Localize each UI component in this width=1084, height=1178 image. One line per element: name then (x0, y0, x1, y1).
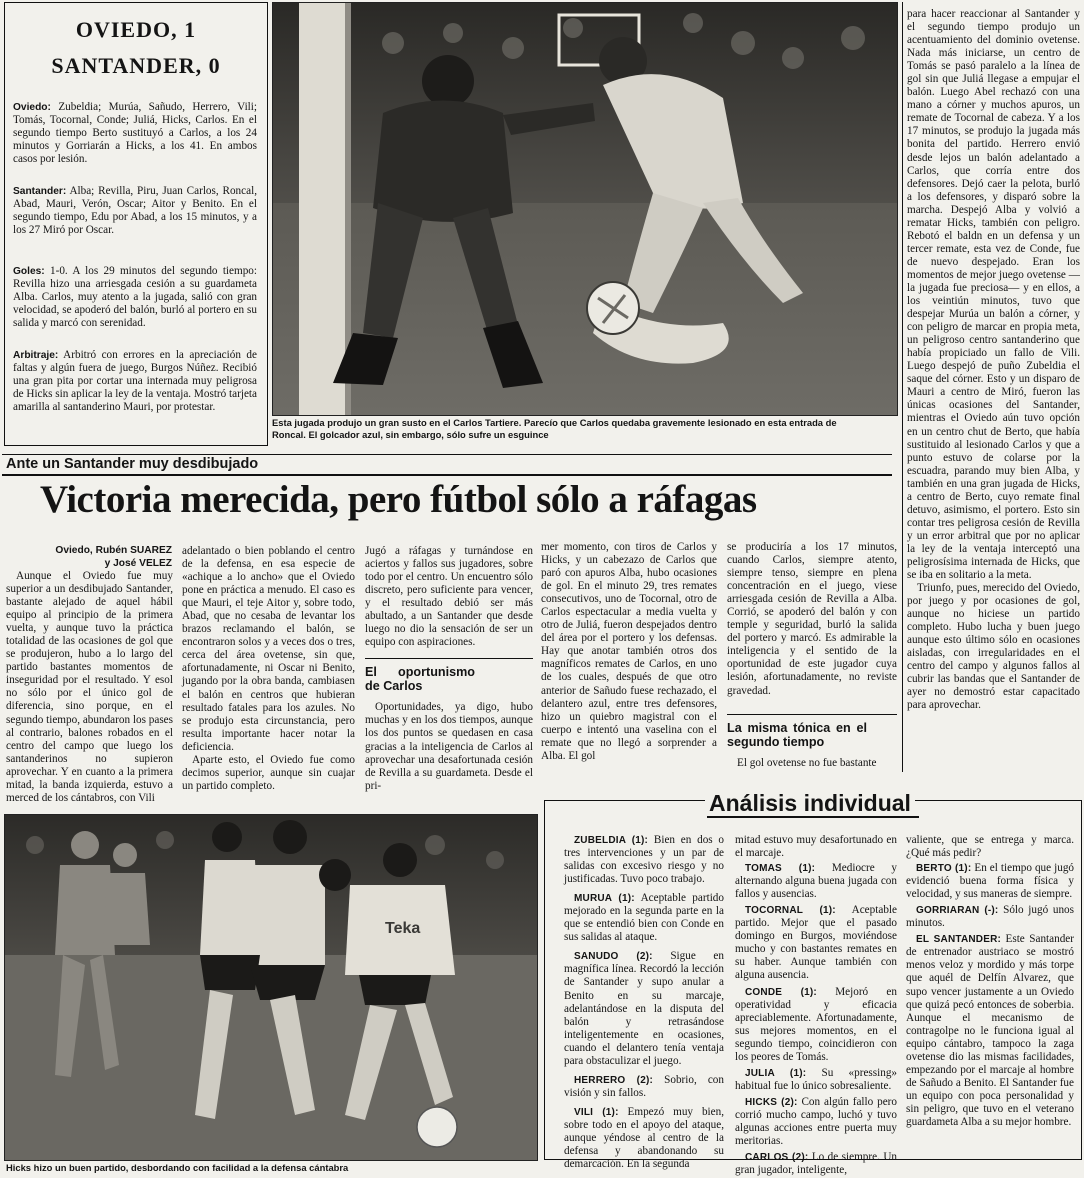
score-team2: SANTANDER, 0 (51, 53, 221, 78)
analysis-entry-tocornal (735, 904, 897, 982)
lineup-santander (13, 185, 257, 237)
referee-label: Arbitraje: (13, 350, 59, 361)
shirt-sponsor: Teka (385, 920, 421, 937)
article-col3 (365, 545, 533, 793)
article-col6b-text: Triunfo, pues, merecido del Oviedo, por juego y por ocasiones de gol, aunque no hiciese un partido completo. Hubo lucha y buen juego aunque esto último sólo en ocasiones aisladas, con irregularidades en el centro del campo y algunos fallos al cubrir las bandas que el Santander de ayer no demostró estar capacitado para aprovechar. (907, 582, 1080, 712)
analysis-entry-conde (735, 986, 897, 1064)
analysis-name: TOCORNAL (1): (745, 905, 836, 917)
analysis-text: Con algún fallo pero corrió mucho campo, luchó y tuvo algunas acciones entre puerta muy meritorias. (735, 1095, 897, 1148)
analysis-name: EL SANTANDER: (916, 934, 1002, 946)
score-box (4, 2, 268, 446)
analysis-col2 (735, 834, 897, 1177)
byline-line1: Oviedo, Rubén SUAREZ (55, 545, 172, 556)
goals-label: Goles: (13, 266, 45, 277)
goals-text: 1-0. A los 29 minutos del segundo tiempo: Revilla hizo una arriesgada cesión a su guardameta Alba. Carlos, muy atento a la jugada, salió con gran velocidad, se apoderó del balón, burló al portero en su salida y marcó con serenidad. (13, 265, 257, 330)
lineup-oviedo (13, 101, 257, 166)
analysis-name: HICKS (2): (745, 1096, 798, 1108)
kicker-rule (2, 454, 892, 455)
article-col2b-text: Aparte esto, el Oviedo fue como decimos superior, aunque sin cuajar un partido completo. (182, 753, 355, 792)
analysis-text: Este Santander de entrenador austriaco se mostró menos veloz y mordido y más torpe que aquél de Delfín Alvarez, que supo vencer justamente a un Oviedo que quizá pecó entonces de soberbia. Aunque el mecanismo de contragolpe no le funciona igual al equipo cántabro, tampoco la zaga ovetense dio las mismas facilidades, empezando por el marcaje al hombre de Sañudo a Benito. El Santander fue un equipo con poca personalidad y sin peligro, que tuvo en el veterano guardameta Alba a su mejor hombre. (906, 933, 1074, 1128)
sub2-rule (727, 714, 897, 715)
article-col2 (182, 545, 355, 793)
article-col3b-text: Oportunidades, ya digo, hubo muchas y en los dos tiempos, aunque los dos puntos se quedasen en casa gracias a la inteligencia de Carlos al aprovechar una desafortunada cesión de Revilla a su guardameta. Desde el pri- (365, 701, 533, 792)
analysis-entry-vili (564, 1106, 724, 1171)
analysis-text: Aceptable partido mejorado en la segunda parte en la que se entendió bien con Conde en sus salidas al ataque. (564, 892, 724, 944)
analysis-entry-santander (906, 933, 1074, 1129)
analysis-name: BERTO (1): (916, 863, 972, 875)
analysis-entry-hicks (735, 1096, 897, 1148)
analysis-text: En el tiempo que jugó evidenció buena forma física y velocidad, y sus maneras de siempre. (906, 862, 1075, 901)
photo-top (272, 2, 898, 416)
analysis-entry-gorriaran (906, 904, 1074, 930)
analysis-text: Sólo jugó unos minutos. (906, 904, 1074, 930)
article-col6 (907, 8, 1080, 713)
analysis-name: TOMAS (1): (745, 863, 816, 875)
analysis-name: SANUDO (2): (574, 951, 653, 963)
photo-top-illustration (273, 3, 897, 415)
lineup-oviedo-text: Zubeldia; Murúa, Sañudo, Herrero, Vili; Tomás, Tocornal, Conde; Juliá, Hicks, Carlos. En el segundo tiempo Berto sustituyó a Carlos, a los 24 minutos y Gorriarán a Hicks, a los 41. En ambos casos por lesión. (13, 101, 257, 166)
analysis-name: HERRERO (2): (574, 1074, 654, 1086)
analysis-text: Mediocre y alternando alguna buena jugada con fallos y ausencias. (735, 862, 897, 901)
headline-kicker: Ante un Santander muy desdibujado (6, 456, 259, 472)
article-col1 (6, 570, 173, 805)
lineup-santander-label: Santander: (13, 186, 67, 197)
analysis-text: Sigue en magnífica línea. Recordó la lección de Santander y supo anular a Benito en su marcaje, adelantándose en la disputa del balón y retrasándose inteligentemente en ocasiones, cuando el delantero tenía ventaja para obstaculizar el juego. (564, 950, 724, 1067)
lineup-santander-text: Alba; Revilla, Piru, Juan Carlos, Roncal, Abad, Mauri, Verón, Oscar; Aitor y Benito. En el segundo tiempo, Edu por Abad, a los 15 minutos, y a los 27 Miró por Oscar. (13, 185, 257, 237)
analysis-name: ZUBELDIA (1): (574, 835, 649, 846)
analysis-entry-julia (735, 1067, 897, 1093)
analysis-entry-tomas (735, 862, 897, 901)
analysis-entry-murua (564, 892, 724, 944)
article-col5b-text: El gol ovetense no fue bastante (737, 756, 877, 769)
analysis-text: Empezó muy bien, sobre todo en el apoyo del ataque, aunque yéndose al centro de la defensa y abandonando su demarcación. En la segunda (564, 1105, 725, 1171)
byline-line2: y José VELEZ (104, 557, 172, 569)
headline-title: Victoria merecida, pero fútbol sólo a ráfagas (40, 478, 757, 521)
analysis-text: Mejoró en operatividad y eficacia apreciablemente. Afortunadamente, sus mejores momentos, en el segundo tiempo, coincidieron con los peores de Tomás. (735, 985, 897, 1063)
lineup-oviedo-label: Oviedo: (13, 102, 51, 113)
article-col3-text: Jugó a ráfagas y turnándose en aciertos y fallos sus jugadores, sobre todo por el centro. Un encuentro sólo discreto, pero suficiente para vencer, y el resultado debió ser más abultado, a un Santander que desde luego no dio la sensación de ser un equipo con aspiraciones. (365, 545, 533, 649)
photo-bottom-illustration (5, 815, 537, 1160)
analysis-text: Bien en dos o tres intervenciones y un par de salidas con excesivo riesgo y no justificadas. Tuvo poco trabajo. (564, 834, 725, 886)
article-col5 (727, 541, 897, 770)
article-col2a-text: adelantado o bien poblando el centro de la defensa, en esa especie de «achique a lo ancho» que el Oviedo pone en práctica a menudo. El caso es que Mauri, el teje Aitor y, sobre todo, Abad, que no cesaba de levantar los brazos reclamando el balón, se encontraron solos y a veces dos o tres, cerca del área ovetense, sin que, afortunadamente, ni Oscar ni Benito, jugando por la obra banda, cambiasen el balón en centros que hubieran resultado fatales para los azules. No se produjo esta circunstancia, pero resulta importante hacer notar la deficiencia. (182, 545, 355, 753)
sub1-rule (365, 658, 533, 659)
goals-info (13, 265, 257, 330)
analysis-col3 (906, 834, 1074, 1129)
col6-divider (902, 2, 903, 772)
analysis-col3-lead: valiente, que se entrega y marca. ¿Qué más pedir? (906, 834, 1074, 860)
analysis-name: VILI (1): (574, 1106, 619, 1118)
photo-top-caption: Esta jugada produjo un gran susto en el Carlos Tartiere. Parecío que Carlos quedaba gravemente lesionado en esta entrada de Roncal. El golcador azul, sin embargo, sólo sufre un esguince (272, 417, 837, 440)
analysis-entry-carlos (735, 1151, 897, 1177)
score-team1: OVIEDO, 1 (75, 17, 197, 42)
analysis-name: GORRIARAN (-): (916, 905, 999, 917)
photo-bottom-caption: Hicks hizo un buen partido, desbordando con facilidad a la defensa cántabra (6, 1162, 349, 1173)
article-col4 (541, 541, 717, 763)
analysis-name: MURUA (1): (574, 893, 635, 905)
article-col4-text: mer momento, con tiros de Carlos y Hicks, y un cabezazo de Carlos que paró con apuros Alba, hubo ocasiones de gol. En el minuto 29, tres remates consecutivos, uno de Tocornal, otro de Carlos espectacular a media vuelta y otro de Juliá, fueron despejados dentro del área por el portero y los defensas. Hay que anotar también otros dos magníficos remates de Carlos, en uno de los cuales, después de que otro anterior de Sañudo fuese rechazado, el delantero azul, entre tres defensores, hizo un quiebro magistral con el cuerpo e intentó una vaselina con el remate que no llegó a sorprender a Alba. El gol (541, 541, 717, 762)
analysis-text: Lo de siempre. Un gran jugador, inteligente, (735, 1151, 897, 1177)
photo-bottom (4, 814, 538, 1161)
referee-text: Arbitró con errores en la apreciación de faltas y algún fuera de juego, Burgos Núñez. Recibió una gran pita por cortar una internada muy peligrosa de Hicks sin aplicar la ley de la ventaja. Mostró tarjeta amarilla al santanderino Mauri, por protestar. (13, 349, 257, 414)
article-col1-text: Aunque el Oviedo fue muy superior a un desdibujado Santander, bastante alejado de aquel hábil equipo al principio de la primera vuelta, y aunque tuvo la práctica totalidad de las ocasiones de gol que se produjeron, hubo a lo largo del partido bastantes momentos de inseguridad por el resultado. Y esol no sólo por el único gol de diferencia, sino porque, en el segundo tiempo, abundaron los pases al contrario, balones robados en el centro del campo que luego los santanderinos no supieron aprovechar. Y en cuanto a la primera mitad, la banda izquierda, estuvo a merced de los cántabros, con Vili (6, 570, 173, 804)
article-col6-text: para hacer reaccionar al Santander y el segundo tiempo produjo un acentuamiento del dominio ovetense. Nada más iniciarse, un centro de Tomás se pasó paralelo a la línea de gol sin que Juliá llegase a empujar el balón. Luego Abel rechazó con una mano a córner y muchos apuros, un remate de Tocornal de cabeza. Y a los 17 minutos, se produjo la jugada más bonita del partido. Herrero envió desde lejos un balón adelantado a Carlos, que corría entre dos defensores. Dejó caer la pelota, burló a los defensores, y disparó sobre la marcha. Despejó Alba y volvió a rematar Hicks, también con peligro. Rebotó el baldn en un defensa y un tercer remate, esta vez de Conde, fue de nuevo despejado. Eran los momentos de mejor juego ovetense —la jugada fue preciosa— y en ellos, a los veintiún minutos, tuvo que despejar Murúa un balón a córner, y con peligro de marcar en propia meta, un peligroso centro santanderino que había propiciado un fallo de Vili. Luego despejó de puño Zubeldia el saque del córner. Esto y un disparo de Mauri a centro de Miró, fueron las únicas ocasiones del Santander, mientras el Oviedo aún tuvo opción en un centro chut de Berto, que había sustituido al lesionado Carlos y que a punto estuvo de colarse por la escuadra, parando muy bien Alba, y también en una gran jugada de Hicks, a centro de Berto, cuyo remate final detuvo, asimismo, el portero. Esto sin contar tres peligrosa cesión de Revilla y un error arbitral que por no aplicar la ley de la ventaja interceptó una peligrosísima internada de Hicks, que se iba en solitario a la meta. (907, 8, 1080, 582)
subhead-segundo-tiempo: La misma tónica en el segundo tiempo (727, 720, 867, 749)
referee-info (13, 349, 257, 414)
article-col5-text: se produciría a los 17 minutos, cuando Carlos, siempre atento, siempre tenso, siempre en plena concentración en el juego, viese arriesgada cesión de Revilla a Alba. Corrió, se apoderó del balón y con temple y seguridad, burló la salida del portero y marcó. Es admirable la inteligencia y el sentido de la oportunidad de este jugador cuya lesión, afortunadamente, no reviste gravedad. (727, 541, 897, 697)
subhead-oportunismo: El oportunismo de Carlos (365, 665, 475, 694)
analysis-text: Sobrio, con visión y sin fallos. (564, 1073, 724, 1099)
analysis-entry-zubeldia (564, 834, 724, 886)
analysis-text: Su «pressing» habitual fue lo único sobresaliente. (735, 1066, 898, 1092)
analysis-title-underline (707, 816, 919, 818)
analysis-col1 (564, 834, 724, 1171)
analysis-entry-sanudo (564, 950, 724, 1067)
analysis-entry-herrero (564, 1074, 724, 1100)
analysis-title: Análisis individual (705, 789, 915, 817)
analysis-name: JULIA (1): (745, 1067, 807, 1079)
analysis-name: CONDE (1): (745, 986, 817, 998)
analysis-col2-lead: mitad estuvo muy desafortunado en el marcaje. (735, 834, 897, 860)
analysis-name: CARLOS (2): (745, 1152, 809, 1164)
analysis-entry-berto (906, 862, 1074, 901)
analysis-text: Aceptable partido. Mejor que el pasado domingo en Burgos, moviéndose mucho y con bastantes remates en su haber. Aunque también con alguna ausencia. (735, 904, 897, 982)
byline (10, 545, 172, 570)
